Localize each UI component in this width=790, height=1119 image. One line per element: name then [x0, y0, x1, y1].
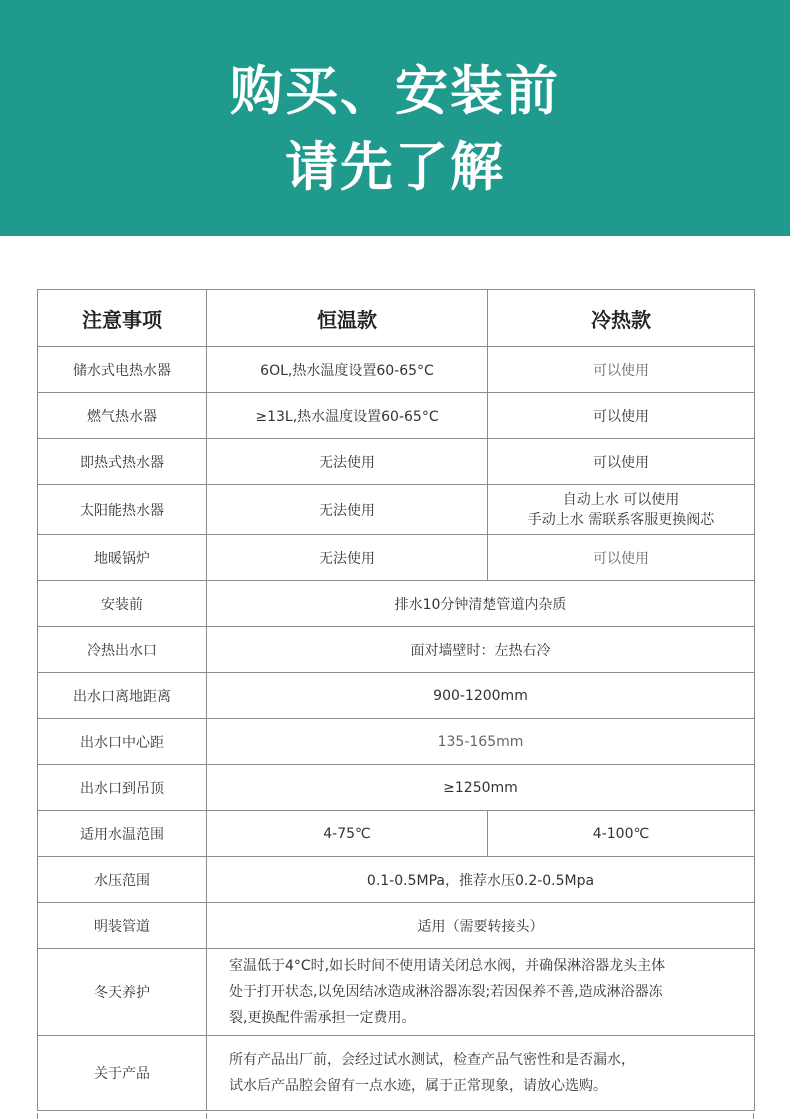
table-continuation	[37, 1113, 754, 1119]
cell-value: 0.1-0.5MPa，推荐水压0.2-0.5Mpa	[207, 857, 755, 903]
row-label: 太阳能热水器	[38, 485, 207, 535]
cell-thermostatic: 6OL,热水温度设置60-65°C	[207, 347, 488, 393]
cell-value: 适用（需要转接头）	[207, 903, 755, 949]
cell-line: 试水后产品腔会留有一点水迹，属于正常现象，请放心选购。	[229, 1078, 607, 1094]
cell-line: 自动上水 可以使用	[562, 491, 680, 508]
cell-value: ≥1250mm	[207, 765, 755, 811]
cell-thermostatic: ≥13L,热水温度设置60-65°C	[207, 393, 488, 439]
header-banner	[0, 0, 790, 236]
row-label: 冷热出水口	[38, 627, 207, 673]
row-label: 地暖锅炉	[38, 535, 207, 581]
cell-line: 裂,更换配件需承担一定费用。	[229, 1010, 416, 1026]
cell-value: 900-1200mm	[207, 673, 755, 719]
cell-line: 处于打开状态,以免因结冰造成淋浴器冻裂;若因保养不善,造成淋浴器冻	[229, 984, 663, 1000]
cell-value: 135-165mm	[207, 719, 755, 765]
row-label: 燃气热水器	[38, 393, 207, 439]
row-label: 适用水温范围	[38, 811, 207, 857]
row-label: 储水式电热水器	[38, 347, 207, 393]
header-hot-cold: 冷热款	[488, 290, 755, 347]
header-notes: 注意事项	[38, 290, 207, 347]
cell-line: 所有产品出厂前，会经过试水测试，检查产品气密性和是否漏水，	[229, 1052, 635, 1068]
table-row	[38, 903, 755, 949]
header-thermostatic: 恒温款	[207, 290, 488, 347]
table-row	[38, 765, 755, 811]
cell-value	[207, 949, 755, 1036]
row-label: 出水口中心距	[38, 719, 207, 765]
table-row	[38, 535, 755, 581]
banner-title-line2: 请先了解	[285, 137, 505, 198]
cell-hot-cold: 可以使用	[488, 439, 755, 485]
table-row	[38, 485, 755, 535]
row-label: 关于产品	[38, 1036, 207, 1111]
table-header-row	[38, 290, 755, 347]
row-label: 水压范围	[38, 857, 207, 903]
cell-line: 手动上水 需联系客服更换阀芯	[527, 511, 715, 528]
table-row	[38, 673, 755, 719]
row-label: 出水口离地距离	[38, 673, 207, 719]
cell-hot-cold: 可以使用	[488, 393, 755, 439]
table-row	[38, 439, 755, 485]
table-row	[38, 581, 755, 627]
table-row	[38, 347, 755, 393]
cell-value: 排水10分钟清楚管道内杂质	[207, 581, 755, 627]
table-row	[38, 811, 755, 857]
row-label: 出水口到吊顶	[38, 765, 207, 811]
notes-table	[37, 289, 755, 1111]
cell-hot-cold: 4-100℃	[488, 811, 755, 857]
table-row	[38, 719, 755, 765]
banner-title-line1: 购买、安装前	[230, 61, 560, 122]
cell-thermostatic: 4-75℃	[207, 811, 488, 857]
row-label: 即热式热水器	[38, 439, 207, 485]
row-label: 安装前	[38, 581, 207, 627]
table-row	[38, 949, 755, 1036]
table-row	[38, 393, 755, 439]
cell-thermostatic: 无法使用	[207, 439, 488, 485]
table-row	[38, 627, 755, 673]
table-row	[38, 1036, 755, 1111]
cell-line: 室温低于4°C时,如长时间不使用请关闭总水阀，并确保淋浴器龙头主体	[229, 958, 666, 974]
cell-value	[207, 1036, 755, 1111]
cell-hot-cold: 可以使用	[488, 347, 755, 393]
row-label: 明装管道	[38, 903, 207, 949]
cell-hot-cold	[488, 485, 755, 535]
cell-hot-cold: 可以使用	[488, 535, 755, 581]
cell-value: 面对墙壁时：左热右冷	[207, 627, 755, 673]
row-label: 冬天养护	[38, 949, 207, 1036]
cell-thermostatic: 无法使用	[207, 535, 488, 581]
cell-thermostatic: 无法使用	[207, 485, 488, 535]
table-row	[38, 857, 755, 903]
